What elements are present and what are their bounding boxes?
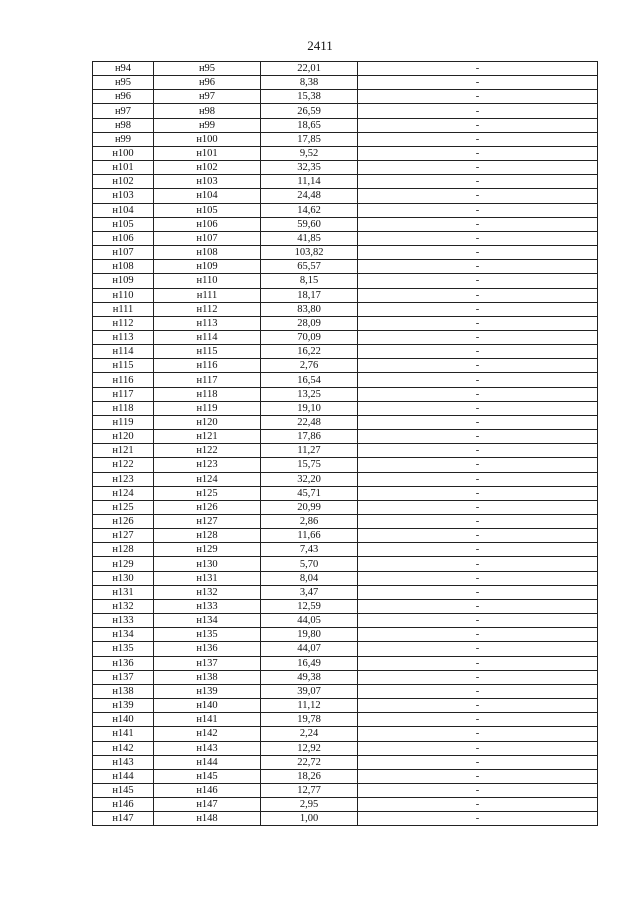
- length-cell: 19,80: [261, 628, 358, 642]
- table-row: [93, 76, 598, 90]
- table-row: [93, 458, 598, 472]
- to-point-cell: н130: [154, 557, 261, 571]
- from-point-cell: н105: [93, 217, 154, 231]
- length-cell: 15,75: [261, 458, 358, 472]
- from-point-cell: н137: [93, 670, 154, 684]
- from-point-cell: н141: [93, 727, 154, 741]
- description-cell: -: [358, 274, 598, 288]
- length-cell: 2,24: [261, 727, 358, 741]
- table-row: [93, 175, 598, 189]
- to-point-cell: н131: [154, 571, 261, 585]
- from-point-cell: н130: [93, 571, 154, 585]
- to-point-cell: н135: [154, 628, 261, 642]
- table-row: [93, 642, 598, 656]
- description-cell: -: [358, 741, 598, 755]
- description-cell: -: [358, 543, 598, 557]
- to-point-cell: н143: [154, 741, 261, 755]
- table-row: [93, 500, 598, 514]
- from-point-cell: н115: [93, 359, 154, 373]
- table-row: [93, 515, 598, 529]
- to-point-cell: н117: [154, 373, 261, 387]
- from-point-cell: н135: [93, 642, 154, 656]
- table-row: [93, 359, 598, 373]
- to-point-cell: н122: [154, 444, 261, 458]
- description-cell: -: [358, 515, 598, 529]
- from-point-cell: н140: [93, 713, 154, 727]
- table-row: [93, 231, 598, 245]
- from-point-cell: н101: [93, 161, 154, 175]
- table-row: [93, 713, 598, 727]
- table-row: [93, 203, 598, 217]
- length-cell: 22,72: [261, 755, 358, 769]
- length-cell: 11,12: [261, 699, 358, 713]
- to-point-cell: н115: [154, 345, 261, 359]
- to-point-cell: н128: [154, 529, 261, 543]
- table-row: [93, 571, 598, 585]
- table-row: [93, 288, 598, 302]
- length-cell: 59,60: [261, 217, 358, 231]
- description-cell: -: [358, 146, 598, 160]
- description-cell: -: [358, 486, 598, 500]
- description-cell: -: [358, 670, 598, 684]
- to-point-cell: н116: [154, 359, 261, 373]
- table-row: [93, 104, 598, 118]
- to-point-cell: н111: [154, 288, 261, 302]
- table-row: [93, 444, 598, 458]
- description-cell: -: [358, 812, 598, 826]
- table-row: [93, 599, 598, 613]
- description-cell: -: [358, 684, 598, 698]
- length-cell: 7,43: [261, 543, 358, 557]
- description-cell: -: [358, 330, 598, 344]
- to-point-cell: н146: [154, 783, 261, 797]
- to-point-cell: н123: [154, 458, 261, 472]
- table-row: [93, 415, 598, 429]
- description-cell: -: [358, 161, 598, 175]
- table-row: [93, 132, 598, 146]
- table-row: [93, 260, 598, 274]
- description-cell: -: [358, 557, 598, 571]
- from-point-cell: н147: [93, 812, 154, 826]
- from-point-cell: н95: [93, 76, 154, 90]
- from-point-cell: н96: [93, 90, 154, 104]
- from-point-cell: н133: [93, 614, 154, 628]
- length-cell: 11,27: [261, 444, 358, 458]
- from-point-cell: н111: [93, 302, 154, 316]
- to-point-cell: н147: [154, 798, 261, 812]
- description-cell: -: [358, 231, 598, 245]
- from-point-cell: н144: [93, 769, 154, 783]
- from-point-cell: н108: [93, 260, 154, 274]
- from-point-cell: н146: [93, 798, 154, 812]
- description-cell: -: [358, 642, 598, 656]
- description-cell: -: [358, 104, 598, 118]
- boundary-segments-table-wrap: [92, 61, 597, 826]
- length-cell: 12,59: [261, 599, 358, 613]
- from-point-cell: н113: [93, 330, 154, 344]
- length-cell: 9,52: [261, 146, 358, 160]
- to-point-cell: н120: [154, 415, 261, 429]
- table-row: [93, 670, 598, 684]
- from-point-cell: н106: [93, 231, 154, 245]
- to-point-cell: н142: [154, 727, 261, 741]
- boundary-segments-table: [92, 61, 598, 826]
- length-cell: 70,09: [261, 330, 358, 344]
- from-point-cell: н120: [93, 430, 154, 444]
- from-point-cell: н125: [93, 500, 154, 514]
- table-row: [93, 628, 598, 642]
- description-cell: -: [358, 713, 598, 727]
- length-cell: 11,14: [261, 175, 358, 189]
- to-point-cell: н95: [154, 62, 261, 76]
- to-point-cell: н119: [154, 401, 261, 415]
- from-point-cell: н100: [93, 146, 154, 160]
- description-cell: -: [358, 599, 598, 613]
- length-cell: 18,17: [261, 288, 358, 302]
- description-cell: -: [358, 699, 598, 713]
- table-row: [93, 274, 598, 288]
- from-point-cell: н129: [93, 557, 154, 571]
- to-point-cell: н148: [154, 812, 261, 826]
- length-cell: 28,09: [261, 316, 358, 330]
- length-cell: 44,07: [261, 642, 358, 656]
- length-cell: 12,92: [261, 741, 358, 755]
- description-cell: -: [358, 585, 598, 599]
- from-point-cell: н124: [93, 486, 154, 500]
- to-point-cell: н97: [154, 90, 261, 104]
- table-row: [93, 161, 598, 175]
- length-cell: 22,48: [261, 415, 358, 429]
- table-row: [93, 345, 598, 359]
- to-point-cell: н110: [154, 274, 261, 288]
- length-cell: 16,22: [261, 345, 358, 359]
- table-row: [93, 90, 598, 104]
- from-point-cell: н112: [93, 316, 154, 330]
- from-point-cell: н132: [93, 599, 154, 613]
- length-cell: 26,59: [261, 104, 358, 118]
- from-point-cell: н142: [93, 741, 154, 755]
- from-point-cell: н109: [93, 274, 154, 288]
- table-row: [93, 557, 598, 571]
- length-cell: 44,05: [261, 614, 358, 628]
- from-point-cell: н128: [93, 543, 154, 557]
- length-cell: 39,07: [261, 684, 358, 698]
- table-row: [93, 217, 598, 231]
- to-point-cell: н99: [154, 118, 261, 132]
- description-cell: -: [358, 656, 598, 670]
- length-cell: 13,25: [261, 387, 358, 401]
- from-point-cell: н138: [93, 684, 154, 698]
- description-cell: -: [358, 727, 598, 741]
- table-row: [93, 769, 598, 783]
- table-row: [93, 401, 598, 415]
- table-row: [93, 727, 598, 741]
- description-cell: -: [358, 345, 598, 359]
- table-row: [93, 486, 598, 500]
- length-cell: 11,66: [261, 529, 358, 543]
- from-point-cell: н122: [93, 458, 154, 472]
- to-point-cell: н137: [154, 656, 261, 670]
- description-cell: -: [358, 288, 598, 302]
- length-cell: 41,85: [261, 231, 358, 245]
- table-row: [93, 430, 598, 444]
- from-point-cell: н143: [93, 755, 154, 769]
- length-cell: 18,65: [261, 118, 358, 132]
- to-point-cell: н129: [154, 543, 261, 557]
- table-row: [93, 798, 598, 812]
- table-row: [93, 146, 598, 160]
- length-cell: 49,38: [261, 670, 358, 684]
- to-point-cell: н126: [154, 500, 261, 514]
- length-cell: 2,76: [261, 359, 358, 373]
- length-cell: 19,10: [261, 401, 358, 415]
- from-point-cell: н98: [93, 118, 154, 132]
- page-number: 2411: [307, 38, 333, 53]
- from-point-cell: н118: [93, 401, 154, 415]
- to-point-cell: н144: [154, 755, 261, 769]
- table-body: [93, 62, 598, 826]
- to-point-cell: н145: [154, 769, 261, 783]
- table-row: [93, 741, 598, 755]
- description-cell: -: [358, 614, 598, 628]
- to-point-cell: н134: [154, 614, 261, 628]
- from-point-cell: н102: [93, 175, 154, 189]
- table-row: [93, 472, 598, 486]
- description-cell: -: [358, 571, 598, 585]
- description-cell: -: [358, 76, 598, 90]
- from-point-cell: н127: [93, 529, 154, 543]
- description-cell: -: [358, 302, 598, 316]
- length-cell: 83,80: [261, 302, 358, 316]
- description-cell: -: [358, 189, 598, 203]
- table-row: [93, 302, 598, 316]
- description-cell: -: [358, 359, 598, 373]
- table-row: [93, 585, 598, 599]
- table-row: [93, 783, 598, 797]
- length-cell: 14,62: [261, 203, 358, 217]
- description-cell: -: [358, 500, 598, 514]
- length-cell: 65,57: [261, 260, 358, 274]
- table-row: [93, 684, 598, 698]
- length-cell: 24,48: [261, 189, 358, 203]
- length-cell: 8,15: [261, 274, 358, 288]
- table-row: [93, 118, 598, 132]
- to-point-cell: н139: [154, 684, 261, 698]
- from-point-cell: н139: [93, 699, 154, 713]
- description-cell: -: [358, 529, 598, 543]
- length-cell: 5,70: [261, 557, 358, 571]
- to-point-cell: н104: [154, 189, 261, 203]
- length-cell: 20,99: [261, 500, 358, 514]
- length-cell: 16,49: [261, 656, 358, 670]
- from-point-cell: н117: [93, 387, 154, 401]
- from-point-cell: н97: [93, 104, 154, 118]
- length-cell: 45,71: [261, 486, 358, 500]
- description-cell: -: [358, 783, 598, 797]
- description-cell: -: [358, 118, 598, 132]
- table-row: [93, 529, 598, 543]
- description-cell: -: [358, 175, 598, 189]
- from-point-cell: н94: [93, 62, 154, 76]
- description-cell: -: [358, 628, 598, 642]
- length-cell: 22,01: [261, 62, 358, 76]
- length-cell: 16,54: [261, 373, 358, 387]
- description-cell: -: [358, 430, 598, 444]
- description-cell: -: [358, 203, 598, 217]
- to-point-cell: н118: [154, 387, 261, 401]
- length-cell: 8,04: [261, 571, 358, 585]
- to-point-cell: н127: [154, 515, 261, 529]
- table-row: [93, 543, 598, 557]
- to-point-cell: н100: [154, 132, 261, 146]
- to-point-cell: н103: [154, 175, 261, 189]
- from-point-cell: н123: [93, 472, 154, 486]
- length-cell: 32,35: [261, 161, 358, 175]
- description-cell: -: [358, 769, 598, 783]
- table-row: [93, 316, 598, 330]
- description-cell: -: [358, 444, 598, 458]
- description-cell: -: [358, 316, 598, 330]
- from-point-cell: н126: [93, 515, 154, 529]
- description-cell: -: [358, 260, 598, 274]
- table-row: [93, 614, 598, 628]
- from-point-cell: н103: [93, 189, 154, 203]
- length-cell: 8,38: [261, 76, 358, 90]
- description-cell: -: [358, 373, 598, 387]
- description-cell: -: [358, 132, 598, 146]
- from-point-cell: н107: [93, 246, 154, 260]
- to-point-cell: н105: [154, 203, 261, 217]
- table-row: [93, 755, 598, 769]
- table-row: [93, 373, 598, 387]
- description-cell: -: [358, 755, 598, 769]
- from-point-cell: н114: [93, 345, 154, 359]
- description-cell: -: [358, 472, 598, 486]
- length-cell: 18,26: [261, 769, 358, 783]
- from-point-cell: н136: [93, 656, 154, 670]
- to-point-cell: н124: [154, 472, 261, 486]
- description-cell: -: [358, 458, 598, 472]
- description-cell: -: [358, 217, 598, 231]
- length-cell: 17,86: [261, 430, 358, 444]
- to-point-cell: н136: [154, 642, 261, 656]
- to-point-cell: н101: [154, 146, 261, 160]
- to-point-cell: н102: [154, 161, 261, 175]
- to-point-cell: н112: [154, 302, 261, 316]
- length-cell: 12,77: [261, 783, 358, 797]
- to-point-cell: н113: [154, 316, 261, 330]
- description-cell: -: [358, 415, 598, 429]
- to-point-cell: н125: [154, 486, 261, 500]
- table-row: [93, 189, 598, 203]
- description-cell: -: [358, 401, 598, 415]
- to-point-cell: н133: [154, 599, 261, 613]
- length-cell: 103,82: [261, 246, 358, 260]
- to-point-cell: н98: [154, 104, 261, 118]
- description-cell: -: [358, 246, 598, 260]
- length-cell: 15,38: [261, 90, 358, 104]
- length-cell: 3,47: [261, 585, 358, 599]
- length-cell: 19,78: [261, 713, 358, 727]
- table-row: [93, 246, 598, 260]
- length-cell: 17,85: [261, 132, 358, 146]
- from-point-cell: н116: [93, 373, 154, 387]
- description-cell: -: [358, 62, 598, 76]
- from-point-cell: н104: [93, 203, 154, 217]
- description-cell: -: [358, 90, 598, 104]
- length-cell: 32,20: [261, 472, 358, 486]
- to-point-cell: н107: [154, 231, 261, 245]
- to-point-cell: н141: [154, 713, 261, 727]
- from-point-cell: н99: [93, 132, 154, 146]
- length-cell: 2,86: [261, 515, 358, 529]
- from-point-cell: н145: [93, 783, 154, 797]
- to-point-cell: н114: [154, 330, 261, 344]
- from-point-cell: н121: [93, 444, 154, 458]
- to-point-cell: н109: [154, 260, 261, 274]
- to-point-cell: н138: [154, 670, 261, 684]
- to-point-cell: н121: [154, 430, 261, 444]
- to-point-cell: н132: [154, 585, 261, 599]
- from-point-cell: н134: [93, 628, 154, 642]
- table-row: [93, 387, 598, 401]
- to-point-cell: н96: [154, 76, 261, 90]
- from-point-cell: н119: [93, 415, 154, 429]
- description-cell: -: [358, 798, 598, 812]
- table-row: [93, 62, 598, 76]
- description-cell: -: [358, 387, 598, 401]
- from-point-cell: н131: [93, 585, 154, 599]
- to-point-cell: н140: [154, 699, 261, 713]
- from-point-cell: н110: [93, 288, 154, 302]
- length-cell: 1,00: [261, 812, 358, 826]
- table-row: [93, 699, 598, 713]
- table-row: [93, 330, 598, 344]
- to-point-cell: н106: [154, 217, 261, 231]
- to-point-cell: н108: [154, 246, 261, 260]
- length-cell: 2,95: [261, 798, 358, 812]
- table-row: [93, 656, 598, 670]
- table-row: [93, 812, 598, 826]
